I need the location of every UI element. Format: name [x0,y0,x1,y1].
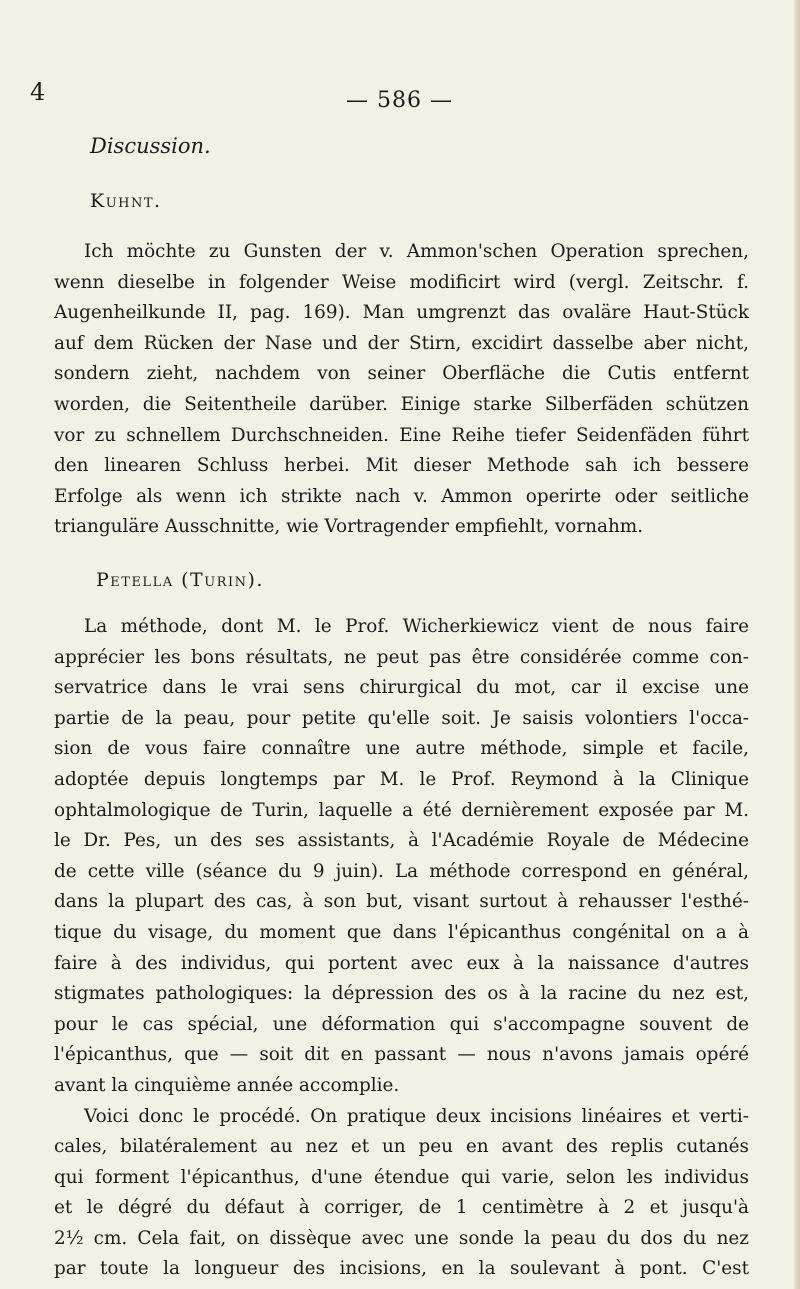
text-line: pour le cas spécial, une déformation qui s'accompagne souvent de [54,1013,749,1035]
text-line: avant la cinquième année accomplie. [54,1074,400,1096]
text-line: dans la plupart des cas, à son but, visant surtout à rehausser l'esthé- [54,891,749,913]
speaker-heading: Kuhnt. [90,190,162,212]
page-number: — 586 — [346,88,453,113]
text-line: auf dem Rücken der Nase und der Stirn, excidirt dasselbe aber nicht, [54,332,749,354]
text-line: sion de vous faire connaître une autre méthode, simple et facile, [54,738,749,760]
paragraph-kuhnt [54,237,749,543]
text-line: wenn dieselbe in folgender Weise modificirt wird (vergl. Zeitschr. f. [54,271,749,293]
text-line: servatrice dans le vrai sens chirurgical du mot, car il excise une [54,677,749,699]
text-line: tique du visage, du moment que dans l'épicanthus congénital on a à [54,921,749,943]
page-edge-shadow [794,0,800,1289]
text-line: le Dr. Pes, un des ses assistants, à l'Académie Royale de Médecine [54,830,749,852]
text-line: cales, bilatéralement au nez et un peu en avant des replis cutanés [54,1136,749,1158]
text-line: 2½ cm. Cela fait, on dissèque avec une sonde la peau du dos du nez [54,1227,749,1249]
text-line: sondern zieht, nachdem von seiner Oberfläche die Cutis entfernt [54,363,749,385]
text-line: adoptée depuis longtemps par M. le Prof. Reymond à la Clinique [54,768,749,790]
text-line: qui forment l'épicanthus, d'une étendue qui varie, selon les individus [54,1166,749,1188]
text-line: worden, die Seitentheile darüber. Einige starke Silberfäden schützen [54,393,749,415]
text-line: ophtalmologique de Turin, laquelle a été dernièrement exposée par M. [54,799,749,821]
text-line: par toute la longueur des incisions, en la soulevant à pont. C'est [54,1258,749,1280]
text-line: partie de la peau, pour petite qu'elle soit. Je saisis volontiers l'occa- [54,707,749,729]
section-title: Discussion. [90,134,211,158]
text-line: de cette ville (séance du 9 juin). La méthode correspond en général, [54,860,749,882]
text-line: trianguläre Ausschnitte, wie Vortragender empfiehlt, vornahm. [54,516,644,538]
text-line: Ich möchte zu Gunsten der v. Ammon'schen Operation sprechen, [84,241,749,262]
text-line: faire à des individus, qui portent avec eux à la naissance d'autres [54,952,749,974]
text-line: l'épicanthus, que — soit dit en passant — nous n'avons jamais opéré [54,1044,749,1066]
text-line: den linearen Schluss herbei. Mit dieser Methode sah ich bessere [54,455,749,477]
text-line: et le dégré du défaut à corriger, de 1 centimètre à 2 et jusqu'à [54,1197,749,1219]
speaker-heading: Petella (Turin). [96,569,264,591]
text-line: La méthode, dont M. le Prof. Wicherkiewicz vient de nous faire [84,616,749,637]
text-line: stigmates pathologiques: la dépression des os à la racine du nez est, [54,983,749,1005]
paragraph-petella [54,612,749,1285]
text-line: Voici donc le procédé. On pratique deux incisions linéaires et verti- [84,1105,749,1127]
text-line: vor zu schnellem Durchschneiden. Eine Reihe tiefer Seidenfäden führt [54,424,749,446]
text-line: apprécier les bons résultats, ne peut pas être considérée comme con- [54,646,749,668]
margin-mark: 4 [30,78,46,106]
text-line: Augenheilkunde II, pag. 169). Man umgrenzt das ovaläre Haut-Stück [54,302,749,324]
text-line: Erfolge als wenn ich strikte nach v. Ammon operirte oder seitliche [54,485,749,507]
